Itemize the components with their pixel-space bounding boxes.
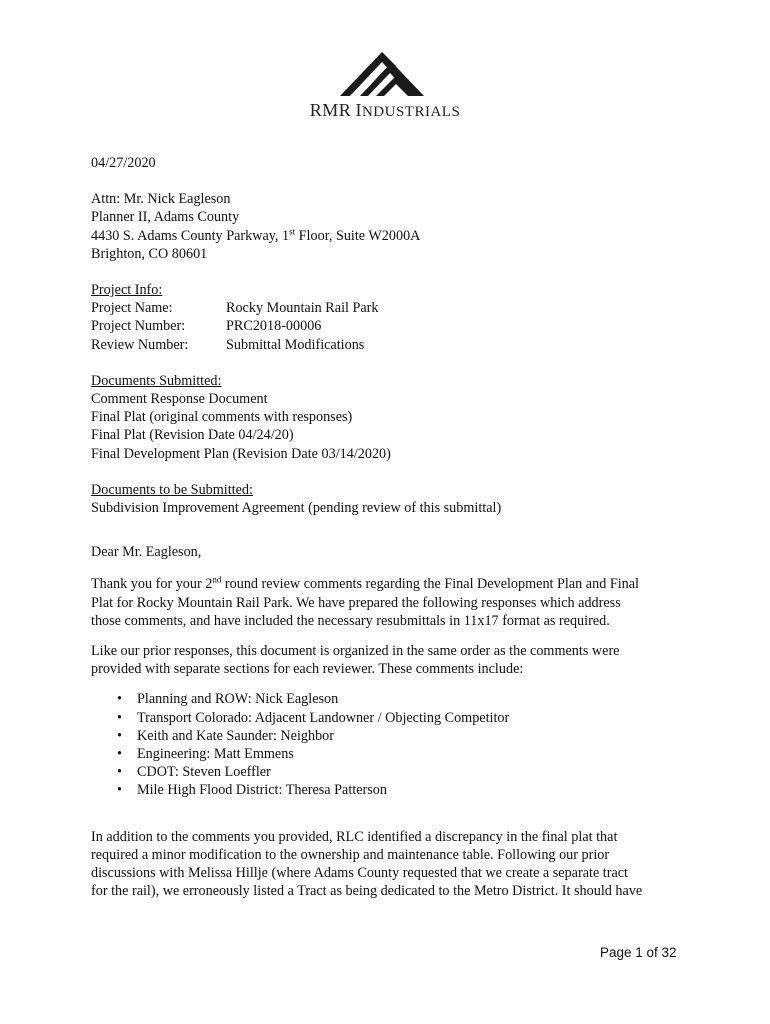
- document-item: Subdivision Improvement Agreement (pending review of this submittal): [91, 500, 502, 517]
- project-info-row: Review Number: Submittal Modifications: [91, 336, 365, 353]
- page-number: Page 1 of 32: [600, 945, 677, 960]
- address-title: Planner II, Adams County: [91, 209, 240, 226]
- bullet-icon: •: [117, 709, 122, 726]
- bullet-icon: •: [117, 764, 122, 781]
- paragraph-3: In addition to the comments you provided, RLC identified a discrepancy in the final plat that required a minor modification to the ownership and maintenance table. Following our prior discussions with Melissa Hillje (where Adams County requested that we create a separate tract for the rail), we erroneously listed a Tract as being dedicated to the Metro District. It should have: [91, 828, 643, 900]
- bullet-icon: •: [117, 746, 122, 763]
- project-info-heading: Project Info:: [91, 282, 163, 299]
- document-item: Final Plat (original comments with responses): [91, 409, 353, 426]
- bullet-icon: •: [117, 727, 122, 744]
- documents-submitted-heading: Documents Submitted:: [91, 372, 222, 389]
- project-info-row: Project Name: Rocky Mountain Rail Park: [91, 300, 379, 317]
- list-item: • Keith and Kate Saunder: Neighbor: [117, 727, 334, 744]
- document-item: Final Development Plan (Revision Date 03/14/2020): [91, 445, 391, 462]
- documents-to-submit: [91, 481, 691, 517]
- project-info: [91, 281, 691, 354]
- paragraph-1: Thank you for your 2nd round review comments regarding the Final Development Plan and Final Plat for Rocky Mountain Rail Park. We have prepared the following responses which address those comments, and have included the necessary resubmittals in 11x17 format as required.: [91, 574, 640, 629]
- list-item: • Engineering: Matt Emmens: [117, 746, 294, 763]
- letter-body: [91, 154, 691, 901]
- salutation: Dear Mr. Eagleson,: [91, 544, 202, 561]
- documents-submitted: [91, 372, 691, 463]
- address-city: Brighton, CO 80601: [91, 245, 208, 262]
- company-name-second-initial: I: [355, 100, 362, 120]
- company-name-first: RMR: [309, 100, 352, 120]
- reviewer-list: [115, 690, 691, 799]
- document-item: Final Plat (Revision Date 04/24/20): [91, 427, 294, 444]
- company-name-second-rest: NDUSTRIALS: [361, 104, 461, 120]
- project-info-row: Project Number: PRC2018-00006: [91, 318, 322, 335]
- company-logo: [300, 46, 470, 126]
- address-street: 4430 S. Adams County Parkway, 1st Floor, Suite W2000A: [91, 225, 421, 244]
- letter-date: 04/27/2020: [91, 155, 156, 171]
- paragraph-2: Like our prior responses, this document is organized in the same order as the comments were provided with separate sections for each reviewer. These comments include:: [91, 643, 620, 678]
- company-name: [300, 100, 470, 121]
- address-attn: Attn: Mr. Nick Eagleson: [91, 191, 231, 208]
- list-item: • Mile High Flood District: Theresa Patterson: [117, 782, 387, 799]
- mountain-logo-icon: [336, 46, 436, 98]
- list-item: • Transport Colorado: Adjacent Landowner / Objecting Competitor: [117, 709, 510, 726]
- bullet-icon: •: [117, 782, 122, 799]
- documents-to-submit-heading: Documents to be Submitted:: [91, 481, 253, 498]
- list-item: • CDOT: Steven Loeffler: [117, 764, 271, 781]
- recipient-address: [91, 190, 691, 263]
- document-item: Comment Response Document: [91, 391, 268, 408]
- list-item: • Planning and ROW: Nick Eagleson: [117, 691, 339, 708]
- bullet-icon: •: [117, 691, 122, 708]
